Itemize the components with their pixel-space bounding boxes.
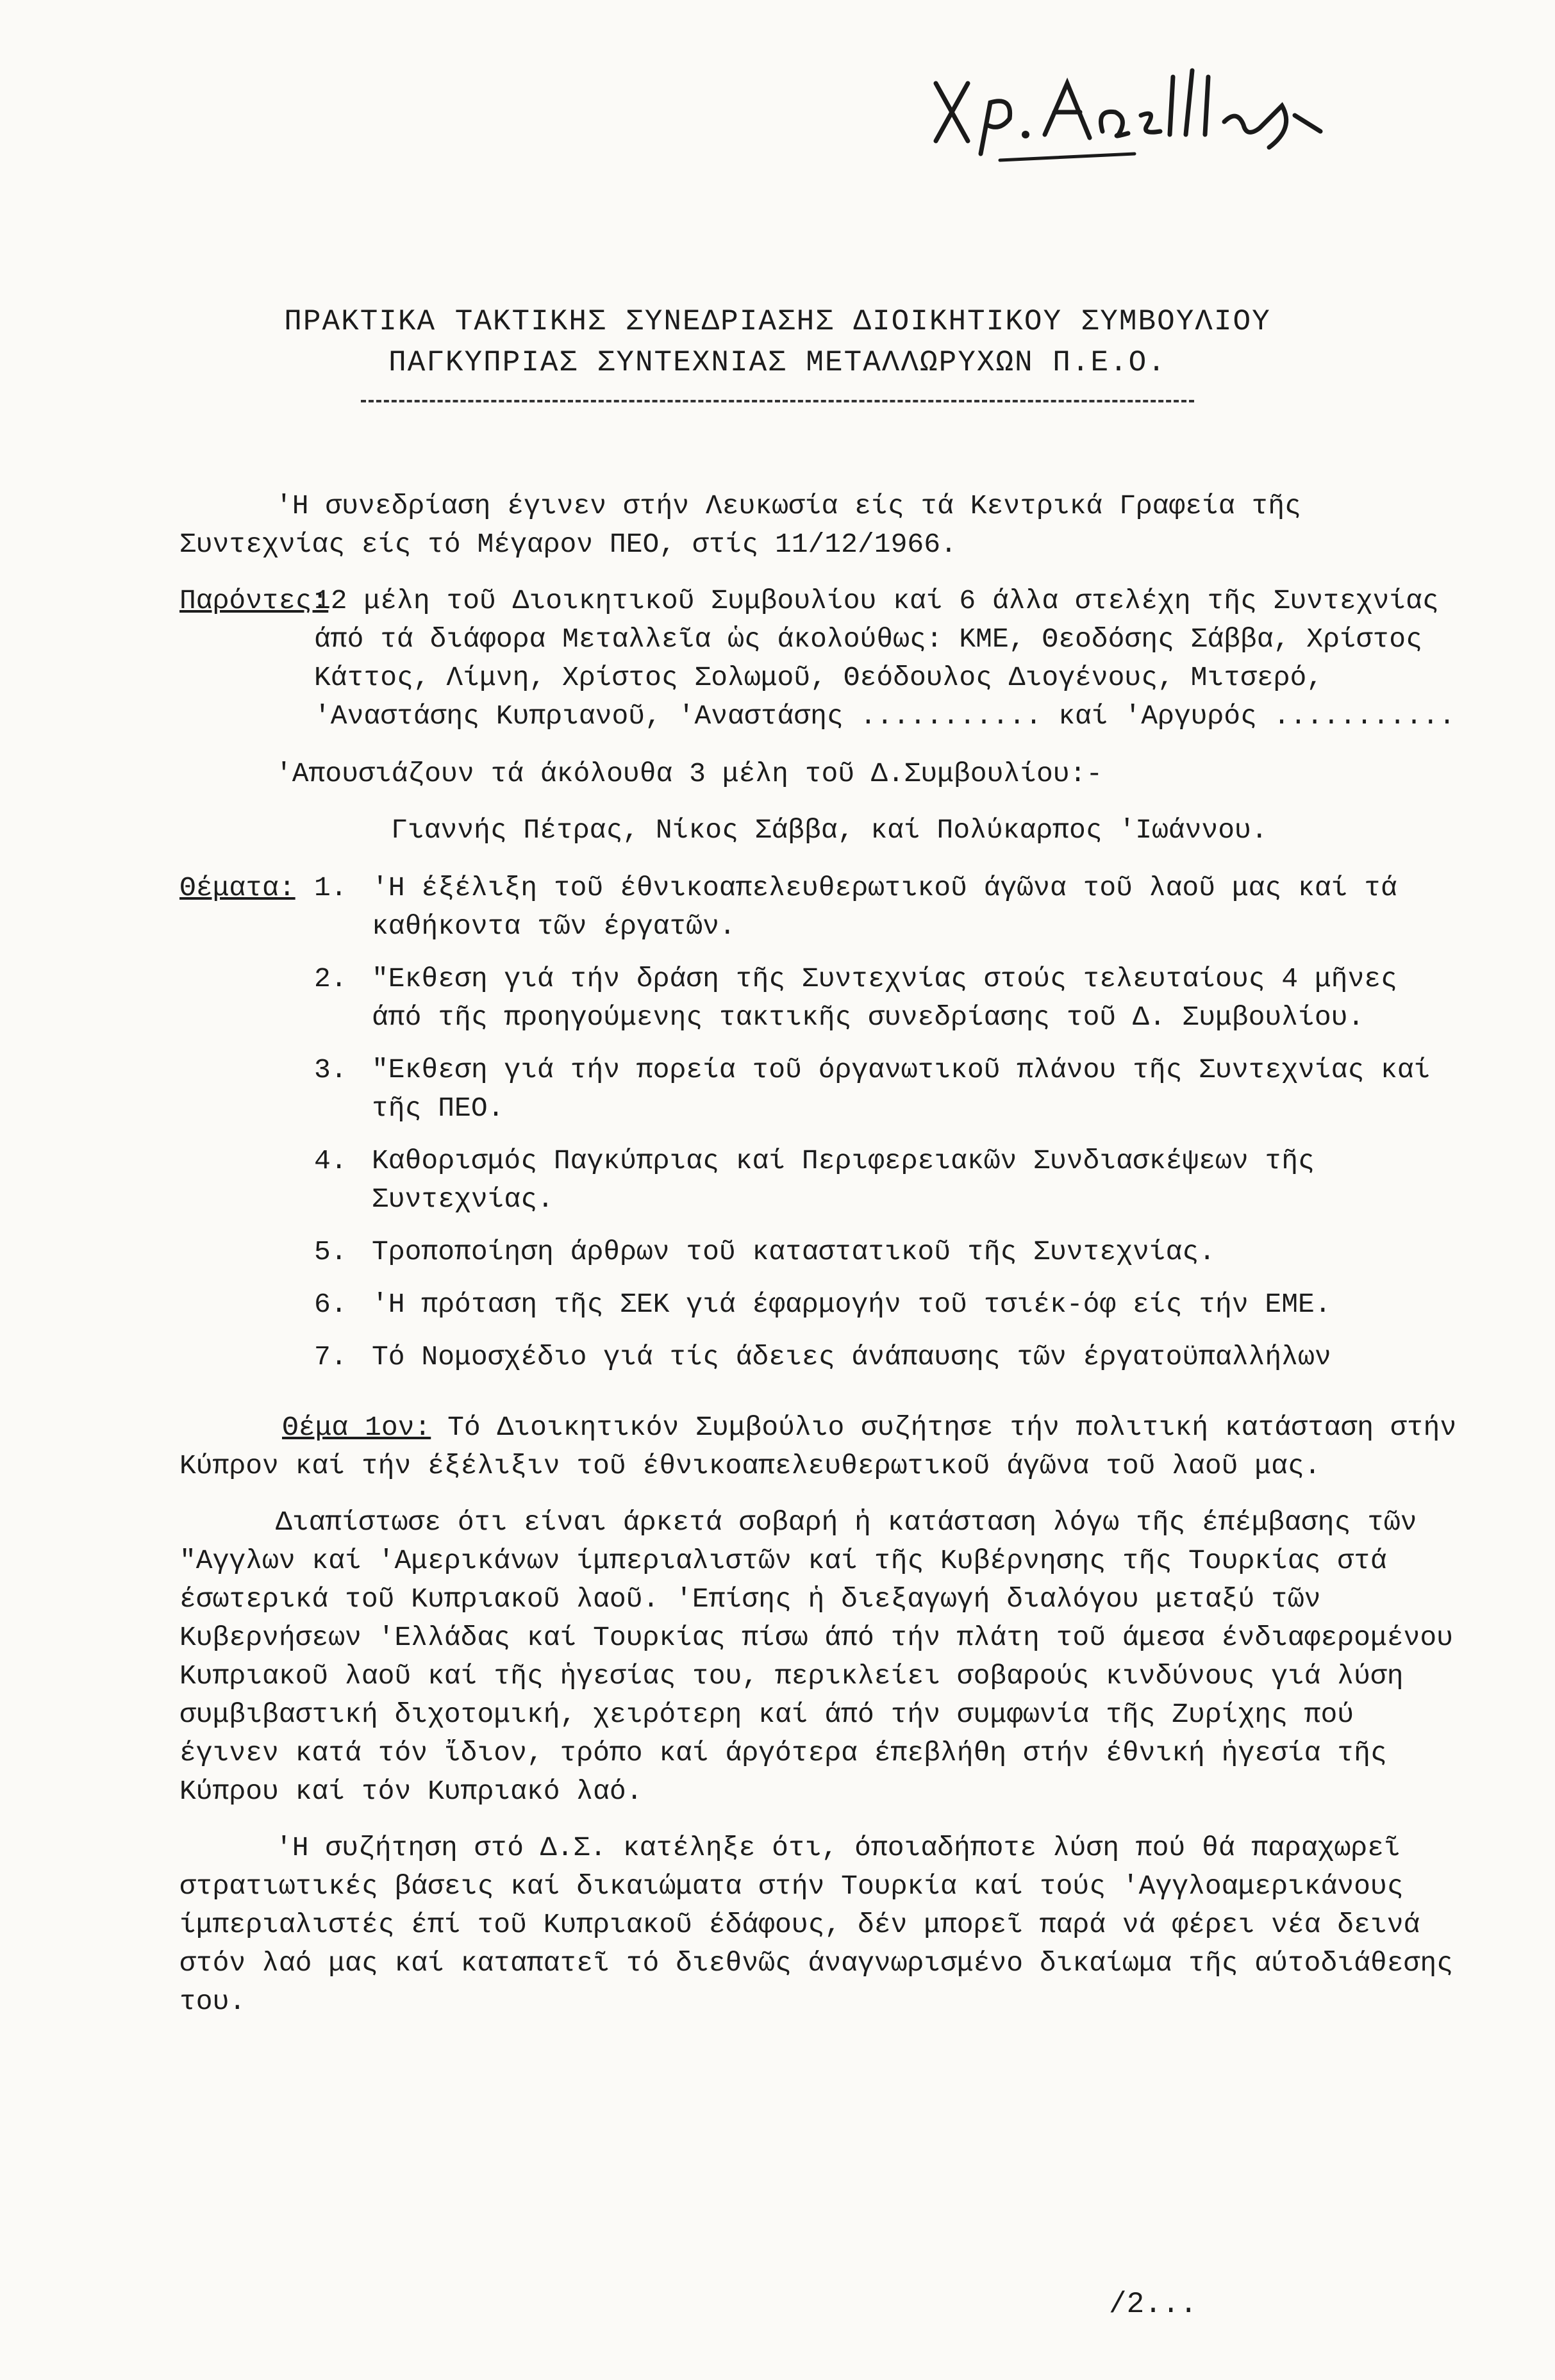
topic-item xyxy=(314,869,1461,946)
absent-names: Γιαννής Πέτρας, Νίκος Σάββα, καί Πολύκαρπος 'Ιωάννου. xyxy=(391,814,1268,846)
topic1-label: Θέμα 1ον: xyxy=(282,1412,431,1443)
topic1-text: Τό Διοικητικόν Συμβούλιο συζήτησε τήν πολιτική κατάσταση στήν Κύπρον καί τήν έξέλιξιν τοῦ έθνικοαπελευθερωτικοῦ άγῶνα τοῦ λαοῦ μας. xyxy=(179,1412,1457,1482)
topic-item xyxy=(314,1233,1461,1271)
present-label: Παρόντες: xyxy=(179,585,329,616)
document-body xyxy=(179,487,1461,2039)
topic-number: 5. xyxy=(314,1236,347,1268)
topic-number: 6. xyxy=(314,1289,347,1320)
topics-list xyxy=(314,869,1461,1391)
topics-label: Θέματα: xyxy=(179,872,295,904)
topic-item xyxy=(314,1285,1461,1324)
present-text: 12 μέλη τοῦ Διοικητικοῦ Συμβουλίου καί 6 άλλα στελέχη τῆς Συντεχνίας άπό τά διάφορα Μεταλλεῖα ὡς άκολούθως: xyxy=(314,585,1439,655)
document-header xyxy=(0,301,1555,402)
topic-number: 4. xyxy=(314,1145,347,1177)
paragraph-conclusion: 'Η συζήτηση στό Δ.Σ. κατέληξε ότι, όποιαδήποτε λύση πού θά παραχωρεῖ στρατιωτικές βάσεις καί δικαιώματα στήν Τουρκία καί τούς 'Αγγλοαμερικάνους ίμπεριαλιστές έπί τοῦ Κυπριακοῦ έδάφους, δέν μπορεῖ παρά νά φέρει νέα δεινά στόν λαό μας καί καταπατεῖ τό διεθνῶς άναγνωρισμένο δικαίωμα τῆς αύτοδιάθεσης του. xyxy=(179,1832,1453,2017)
topic1-section xyxy=(179,1409,1461,1485)
topic-text: Τό Νομοσχέδιο γιά τίς άδειες άνάπαυσης τῶν έργατοϋπαλλήλων xyxy=(372,1341,1331,1373)
topic-item xyxy=(314,960,1461,1037)
handwritten-signature-drawing xyxy=(923,58,1385,167)
absent-text: 'Απουσιάζουν τά άκόλουθα 3 μέλη τοῦ Δ.Συμβουλίου:- xyxy=(276,758,1103,789)
topic-text: Τροποποίηση άρθρων τοῦ καταστατικοῦ τῆς Συντεχνίας. xyxy=(372,1236,1216,1268)
topic-text: 'Η έξέλιξη τοῦ έθνικοαπελευθερωτικοῦ άγῶνα τοῦ λαοῦ μας καί τά καθήκοντα τῶν έργατῶν. xyxy=(372,872,1397,942)
topic-item xyxy=(314,1338,1461,1376)
header-title-line2: ΠΑΓΚΥΠΡΙΑΣ ΣΥΝΤΕΧΝΙΑΣ ΜΕΤΑΛΛΩΡΥΧΩΝ Π.Ε.Ο. xyxy=(388,346,1167,379)
topic-number: 7. xyxy=(314,1341,347,1373)
page-number: /2... xyxy=(1109,2288,1198,2321)
header-title-line1: ΠΡΑΚΤΙΚΑ ΤΑΚΤΙΚΗΣ ΣΥΝΕΔΡΙΑΣΗΣ ΔΙΟΙΚΗΤΙΚΟΥ ΣΥΜΒΟΥΛΙΟΥ xyxy=(284,305,1271,338)
present-section xyxy=(179,582,1461,736)
topic-number: 2. xyxy=(314,963,347,995)
topic-item xyxy=(314,1142,1461,1219)
topic-text: Καθορισμός Παγκύπριας καί Περιφερειακῶν Συνδιασκέψεων τῆς Συντεχνίας. xyxy=(372,1145,1315,1215)
intro-paragraph: 'Η συνεδρίαση έγινεν στήν Λευκωσία είς τά Κεντρικά Γραφεία τῆς Συντεχνίας είς τό Μέγαρον ΠΕΟ, στίς 11/12/1966. xyxy=(179,490,1301,560)
present-names: ΚΜΕ, Θεοδόσης Σάββα, Χρίστος Κάττος, Λίμνη, Χρίστος Σολωμοῦ, Θεόδουλος Διογένους, Μιτσερό, 'Αναστάσης Κυπριανοῦ, 'Αναστάσης ........... καί 'Αργυρός ........... xyxy=(314,624,1456,732)
header-divider xyxy=(361,400,1194,402)
topic-text: "Εκθεση γιά τήν δράση τῆς Συντεχνίας στούς τελευταίους 4 μῆνες άπό τῆς προηγούμενης τακτικῆς συνεδρίασης τοῦ Δ. Συμβουλίου. xyxy=(372,963,1397,1033)
topic-item xyxy=(314,1051,1461,1128)
topic-number: 3. xyxy=(314,1054,347,1086)
paragraph-situation: Διαπίστωσε ότι είναι άρκετά σοβαρή ἡ κατάσταση λόγω τῆς έπέμβασης τῶν "Αγγλων καί 'Αμερικάνων ίμπεριαλιστῶν καί τῆς Κυβέρνησης τῆς Τουρκίας στά έσωτερικά τοῦ Κυπριακοῦ λαοῦ. 'Επίσης ἡ διεξαγωγή διαλόγου μεταξύ τῶν Κυβερνήσεων 'Ελλάδας καί Τουρκίας πίσω άπό τήν πλάτη τοῦ άμεσα ένδιαφερομένου Κυπριακοῦ λαοῦ καί τῆς ἡγεσίας του, περικλείει σοβαρούς κινδύνους γιά λύση συμβιβαστική διχοτομική, χειρότερη καί άπό τήν συμφωνία τῆς Ζυρίχης πού έγινεν κατά τόν ἴδιον, τρόπο καί άργότερα έπεβλήθη στήν έθνική ἡγεσία τῆς Κύπρου καί τόν Κυπριακό λαό. xyxy=(179,1507,1453,1807)
handwritten-signature xyxy=(923,58,1385,167)
topics-section xyxy=(179,869,1461,1391)
topic-text: "Εκθεση γιά τήν πορεία τοῦ όργανωτικοῦ πλάνου τῆς Συντεχνίας καί τῆς ΠΕΟ. xyxy=(372,1054,1431,1124)
topic-number: 1. xyxy=(314,872,347,904)
topic-text: 'Η πρόταση τῆς ΣΕΚ γιά έφαρμογήν τοῦ τσιέκ-όφ είς τήν ΕΜΕ. xyxy=(372,1289,1331,1320)
